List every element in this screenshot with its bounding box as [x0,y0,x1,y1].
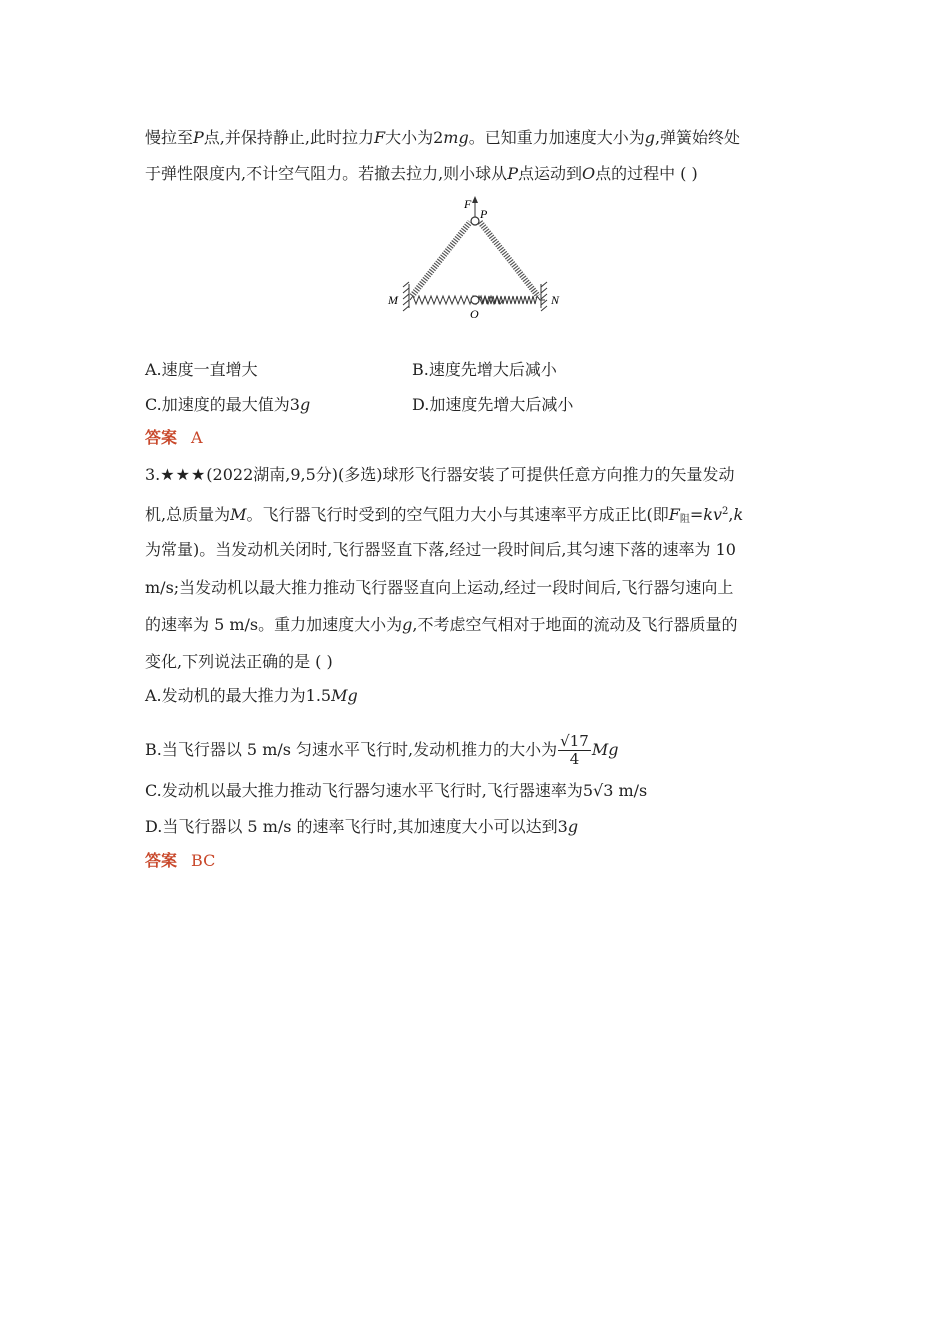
q3-option-b: B.当飞行器以 5 m/s 匀速水平飞行时,发动机推力的大小为 $\frac{√17}{4}$ Mg [145,732,619,768]
fraction-sqrt17-over-4: $\frac{√17}{4}$ [560,732,589,768]
q3-stem-line5: 的速率为 5 m/s。重力加速度大小为g,不考虑空气相对于地面的流动及飞行器质量的 [145,615,738,634]
q3-option-a: A.发动机的最大推力为1.5Mg [145,686,358,705]
spring-pn [480,222,538,296]
q2-option-c: C.加速度的最大值为3g [145,395,311,414]
q2-option-d: D.加速度先增大后减小 [412,395,574,414]
label-m: M [388,293,398,307]
q2-stem-line2: 于弹性限度内,不计空气阻力。若撤去拉力,则小球从P点运动到O点的过程中 ( ) [145,164,698,183]
q2-option-b: B.速度先增大后减小 [412,360,557,379]
q3-stem-line2: 机,总质量为M。飞行器飞行时受到的空气阻力大小与其速率平方成正比(即$F_阻=kv^2,k$ [145,505,744,525]
q2-option-a: A.速度一直增大 [145,360,258,379]
q3-answer: 答案 BC [145,851,216,870]
q3-option-c: C.发动机以最大推力推动飞行器匀速水平飞行时,飞行器速率为5√3 m/s [145,781,648,800]
q3-stem-line6: 变化,下列说法正确的是 ( ) [145,652,333,671]
difficulty-stars: ★★★ [160,465,207,484]
q3-stem-line3: 为常量)。当发动机关闭时,飞行器竖直下落,经过一段时间后,其匀速下落的速率为 10 [145,540,736,559]
spring-mp [412,222,470,296]
spring-diagram [380,192,570,322]
label-o: O [470,307,479,321]
q3-stem-line4: m/s;当发动机以最大推力推动飞行器竖直向上运动,经过一段时间后,飞行器匀速向上 [145,578,734,597]
force-arrow-head [472,196,478,203]
ball-p [471,217,479,225]
q2-answer: 答案 A [145,428,203,447]
label-f: F [464,197,472,211]
q2-stem-line1: 慢拉至P点,并保持静止,此时拉力F大小为2mg。已知重力加速度大小为g,弹簧始终处 [145,128,741,147]
label-p: P [480,207,488,221]
q3-option-d: D.当飞行器以 5 m/s 的速率飞行时,其加速度大小可以达到3g [145,817,579,836]
q3-stem-line1: 3.★★★(2022湖南,9,5分)(多选)球形飞行器安装了可提供任意方向推力的矢量发动 [145,465,735,484]
ball-o [471,296,479,304]
label-n: N [551,293,560,307]
